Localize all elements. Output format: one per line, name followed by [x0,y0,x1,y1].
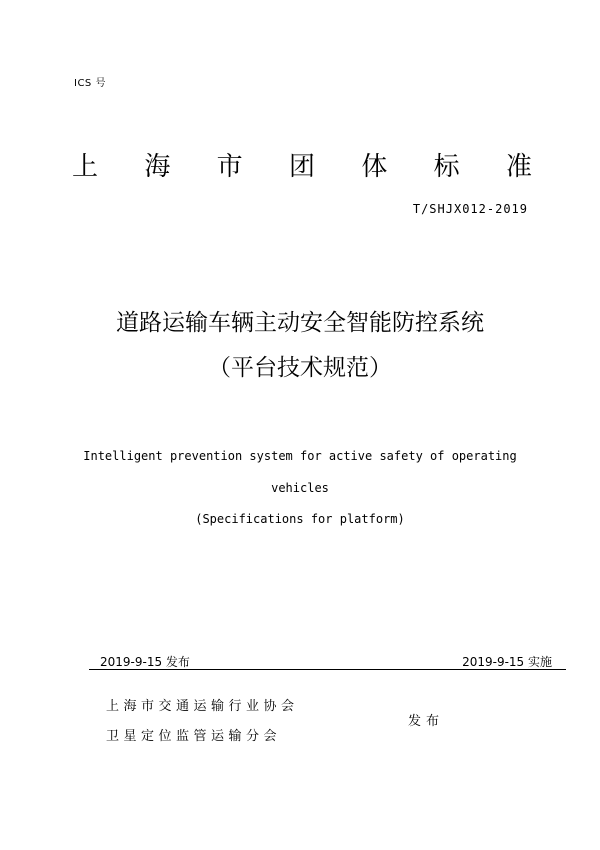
standard-type-char: 准 [505,152,532,182]
ics-number-label: ICS 号 [74,78,106,89]
standard-type-char: 团 [288,152,315,182]
publisher-name: 上海市交通运输行业协会 [106,699,299,714]
standard-type-char: 海 [144,152,171,182]
divider-line [89,669,566,670]
standard-type-char: 上 [72,152,99,182]
standard-type-char: 标 [433,152,460,182]
english-title-line-3: (Specifications for platform) [195,512,405,526]
publish-label: 发布 [408,714,445,729]
chinese-title-line-1: 道路运输车辆主动安全智能防控系统 [116,310,484,336]
english-title-line-1: Intelligent prevention system for active safety of operating [83,449,517,463]
standard-type-title [72,150,532,184]
implementation-date: 2019-9-15 实施 [462,655,552,669]
standard-type-char: 市 [216,152,243,182]
publisher-name: 卫星定位监管运输分会 [106,729,282,744]
chinese-title-line-2: （平台技术规范） [208,355,392,381]
standard-type-char: 体 [361,152,388,182]
issue-date: 2019-9-15 发布 [100,655,190,669]
english-title-line-2: vehicles [271,481,329,495]
standard-number: T/SHJX012-2019 [412,202,528,216]
